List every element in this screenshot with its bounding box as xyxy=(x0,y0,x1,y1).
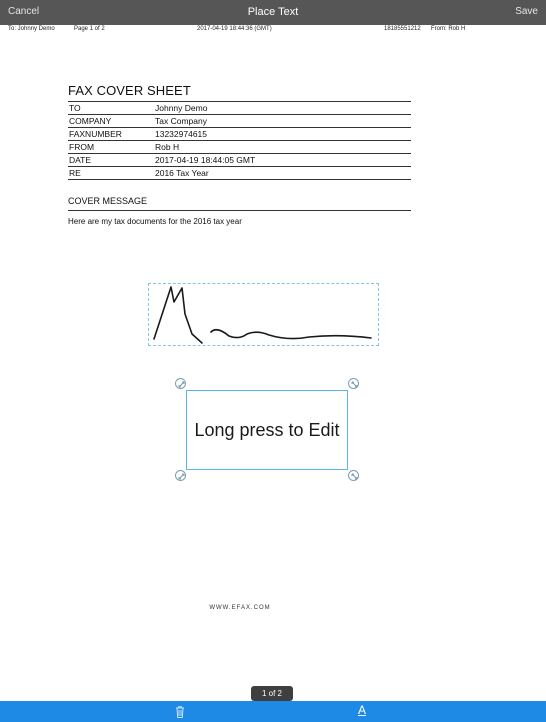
divider xyxy=(68,166,411,167)
divider xyxy=(68,114,411,115)
field-label-from: FROM xyxy=(69,142,95,152)
field-value-from: Rob H xyxy=(155,142,180,152)
field-value-faxnumber: 13232974615 xyxy=(155,129,208,139)
divider xyxy=(68,179,411,180)
signature-drawing xyxy=(149,284,380,347)
resize-handle-bottom-left[interactable] xyxy=(175,470,186,481)
divider xyxy=(68,153,411,154)
fax-header-from: From: Rob H xyxy=(431,26,466,32)
page-title: Place Text xyxy=(247,6,299,18)
resize-handle-bottom-right[interactable] xyxy=(348,470,359,481)
field-value-to: Johnny Demo xyxy=(155,103,208,113)
fax-header-number: 18185551212 xyxy=(384,26,421,32)
text-placement-box[interactable] xyxy=(186,390,348,470)
field-label-re: RE xyxy=(69,168,81,178)
field-label-to: TO xyxy=(69,103,81,113)
document-footer-brand: WWW.EFAX.COM xyxy=(209,605,271,611)
cover-sheet-title: FAX COVER SHEET xyxy=(68,83,191,98)
resize-handle-top-right[interactable] xyxy=(348,378,359,389)
navbar xyxy=(0,0,546,25)
fax-header-datetime: 2017-04-19 18:44:36 (GMT) xyxy=(197,26,272,32)
page-indicator: 1 of 2 xyxy=(251,686,293,701)
signature-box[interactable] xyxy=(148,283,379,346)
field-label-date: DATE xyxy=(69,155,92,165)
bottom-toolbar xyxy=(0,701,546,722)
field-label-faxnumber: FAXNUMBER xyxy=(69,129,122,139)
cancel-button[interactable]: Cancel xyxy=(8,6,40,17)
field-value-re: 2016 Tax Year xyxy=(155,168,209,178)
fax-header-to: To: Johnny Demo xyxy=(8,26,55,32)
trash-icon[interactable] xyxy=(173,705,187,719)
cover-message-label: COVER MESSAGE xyxy=(68,196,148,206)
fax-header xyxy=(0,25,546,35)
text-format-icon[interactable]: A xyxy=(358,703,367,717)
field-label-company: COMPANY xyxy=(69,116,112,126)
save-button[interactable]: Save xyxy=(515,6,538,17)
cover-message: Here are my tax documents for the 2016 tax year xyxy=(68,217,242,226)
text-placement-label: Long press to Edit xyxy=(194,419,340,440)
divider xyxy=(68,210,411,211)
fax-header-page: Page 1 of 2 xyxy=(74,26,105,32)
field-value-date: 2017-04-19 18:44:05 GMT xyxy=(155,155,256,165)
resize-handle-top-left[interactable] xyxy=(175,378,186,389)
divider xyxy=(68,140,411,141)
divider xyxy=(68,101,411,102)
divider xyxy=(68,127,411,128)
field-value-company: Tax Company xyxy=(155,116,207,126)
